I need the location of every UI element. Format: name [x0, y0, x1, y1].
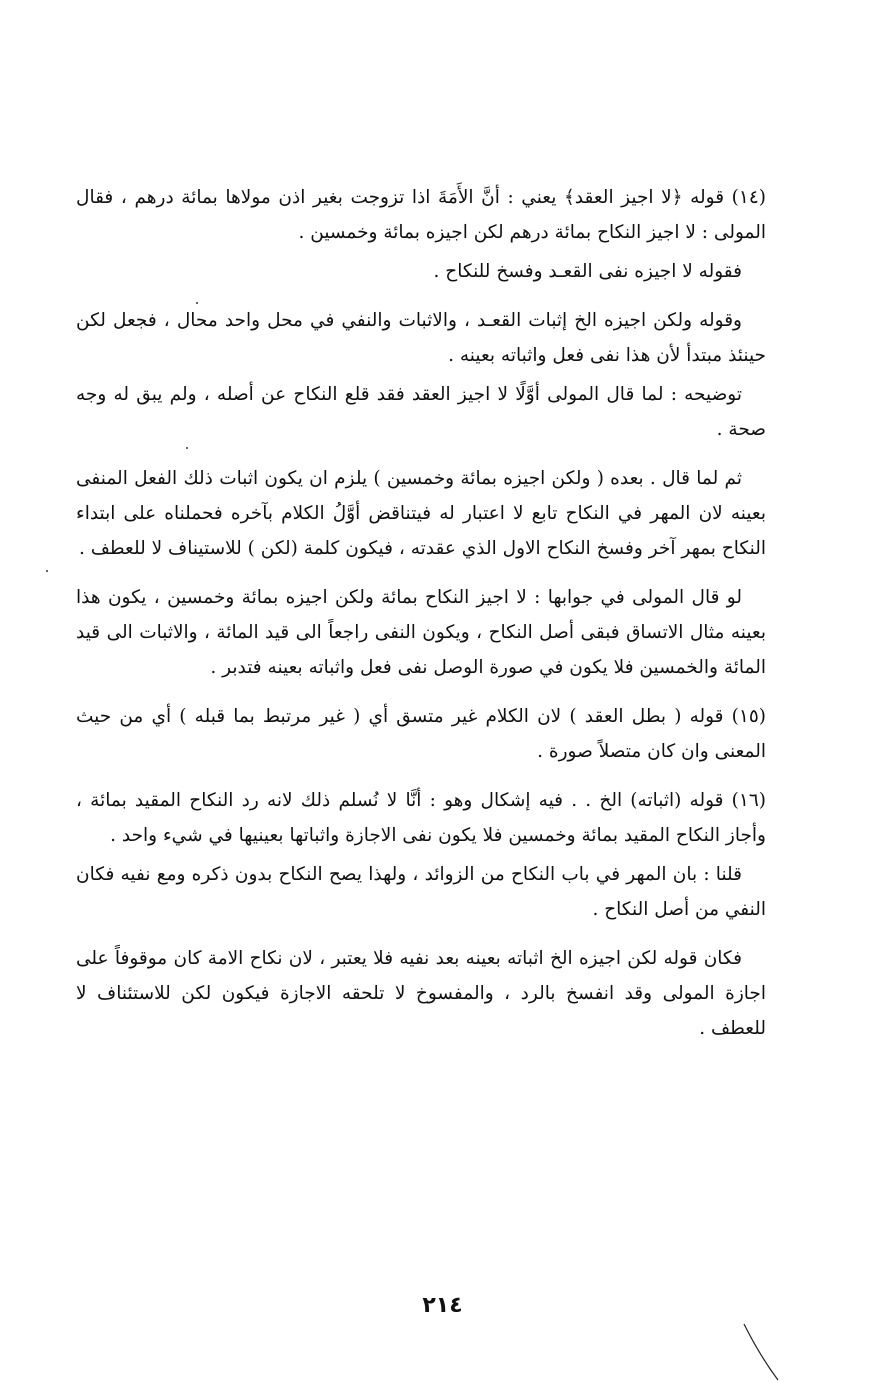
paragraph-conclusion: فكان قوله لكن اجيزه الخ اثباته بعينه بعد نفيه فلا يعتبر ، لان نكاح الامة كان موقوفاً على اجازة المولى وقد انفسخ بالرد ، والمفسوخ لا تلحقه الاجازة فيكون لكن للاستئناف لا للعطف . [76, 948, 766, 1039]
scan-speck [196, 302, 198, 304]
paragraph-explanation: وقوله ولكن اجيزه الخ إثبات القعـد ، والاثبات والنفي في محل واحد محال ، فجعل لكن حينئذ مبتدأ لأن هذا نفى فعل واثباته بعينه . [76, 310, 766, 366]
paragraph-note-16: (١٦) قوله (اثباته) الخ . . فيه إشكال وهو : أنَّا لا نُسلم ذلك لانه رد النكاح المقيد بمائة ، وأجاز النكاح المقيد بمائة وخمسين فلا يكون نفى الاجازة واثباتها بعينيها في شيء واحد . [76, 790, 766, 846]
paragraph-clarification: توضيحه : لما قال المولى أوَّلًا لا اجيز العقد فقد قلع النكاح عن أصله ، ولم يبق له وجه صحة . [76, 384, 766, 440]
paragraph-note-14-cont: فقوله لا اجيزه نفى القعـد وفسخ للنكاح . [433, 261, 742, 282]
paragraph-note-14: (١٤) قوله ﴿لا اجيز العقد﴾ يعني : أنَّ الأَمَةَ اذا تزوجت بغير اذن مولاها بمائة درهم ، فقال المولى : لا اجيز النكاح بمائة درهم لكن اجيزه بمائة وخمسين . [76, 187, 766, 243]
paragraph-reply: قلنا : بان المهر في باب النكاح من الزوائد ، ولهذا يصح النكاح بدون ذكره ومع نفيه فكان النفي من أصل النكاح . [76, 864, 766, 920]
page-number: ٢١٤ [422, 1293, 463, 1318]
scan-artifact-line [742, 1322, 782, 1382]
paragraph-then: ثم لما قال . بعده ( ولكن اجيزه بمائة وخمسين ) يلزم ان يكون اثبات ذلك الفعل المنفى بعينه لان المهر في النكاح تابع لا اعتبار له فيتناقض أوَّلُ الكلام بآخره فحملناه على ابتداء النكاح بمهر آخر وفسخ النكاح الاول الذي عقدته ، فيكون كلمة (لكن ) للاستيناف لا للعطف . [76, 468, 766, 559]
scan-speck [46, 570, 48, 572]
page-body [76, 180, 766, 1060]
paragraph-note-15: (١٥) قوله ( بطل العقد ) لان الكلام غير متسق أي ( غير مرتبط بما قبله ) أي من حيث المعنى وان كان متصلاً صورة . [76, 706, 766, 762]
paragraph-if-said: لو قال المولى في جوابها : لا اجيز النكاح بمائة ولكن اجيزه بمائة وخمسين ، يكون هذا بعينه مثال الاتساق فبقى أصل النكاح ، ويكون النفى راجعاً الى قيد المائة ، والاثبات الى قيد المائة والخمسين فلا يكون في صورة الوصل نفى فعل واثباته بعينه فتدبر . [76, 587, 766, 678]
scan-speck [186, 447, 188, 449]
